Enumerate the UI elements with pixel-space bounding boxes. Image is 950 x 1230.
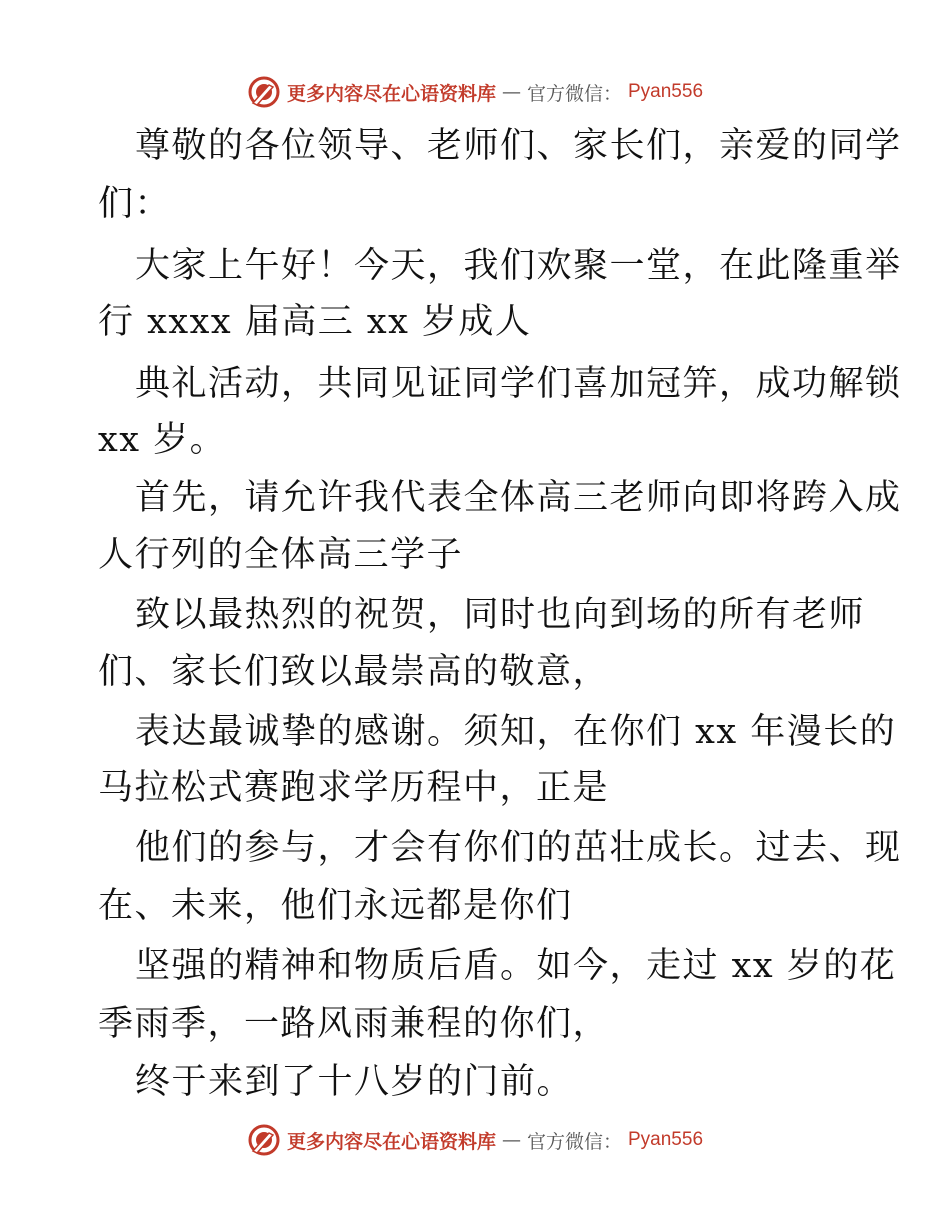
banner-wechat-label: 官方微信： [526,82,622,105]
text-line: 大家上午好！今天，我们欢聚一堂，在此隆重举 [135,246,902,286]
text-line: 在、未来，他们永远都是你们 [98,886,573,926]
text-line: 人行列的全体高三学子 [98,535,464,575]
banner-title: 更多内容尽在心语资料库 [286,82,496,105]
text-line: 马拉松式赛跑求学历程中，正是 [98,768,610,808]
text-line: 首先，请允许我代表全体高三老师向即将跨入成 [135,478,902,518]
text-line: 终于来到了十八岁的门前。 [135,1062,574,1102]
pen-logo-icon [247,1123,281,1157]
footer-watermark-banner [0,1120,950,1160]
text-line: xx 岁。 [98,420,227,460]
header-watermark-banner [0,72,950,112]
banner-title: 更多内容尽在心语资料库 [286,1130,496,1153]
text-line: 典礼活动，共同见证同学们喜加冠笄，成功解锁 [135,364,902,404]
banner-dash: — [501,1129,521,1151]
text-line: 行 xxxx 届高三 xx 岁成人 [98,302,532,342]
text-line: 季雨季，一路风雨兼程的你们， [98,1004,610,1044]
text-line: 致以最热烈的祝贺，同时也向到场的所有老师 [135,595,866,635]
text-line: 他们的参与，才会有你们的茁壮成长。过去、现 [135,828,902,868]
pen-logo-icon [247,75,281,109]
text-line: 们、家长们致以最崇高的敬意， [98,652,610,692]
text-line: 尊敬的各位领导、老师们、家长们，亲爱的同学 [135,126,902,166]
text-line: 表达最诚挚的感谢。须知，在你们 xx 年漫长的 [135,712,897,752]
banner-wechat-id: Pyan556 [628,81,704,102]
banner-dash: — [501,81,521,103]
banner-wechat-label: 官方微信： [526,1130,622,1153]
text-line: 坚强的精神和物质后盾。如今，走过 xx 岁的花 [135,946,897,986]
text-line: 们： [98,184,172,224]
banner-wechat-id: Pyan556 [628,1129,704,1150]
